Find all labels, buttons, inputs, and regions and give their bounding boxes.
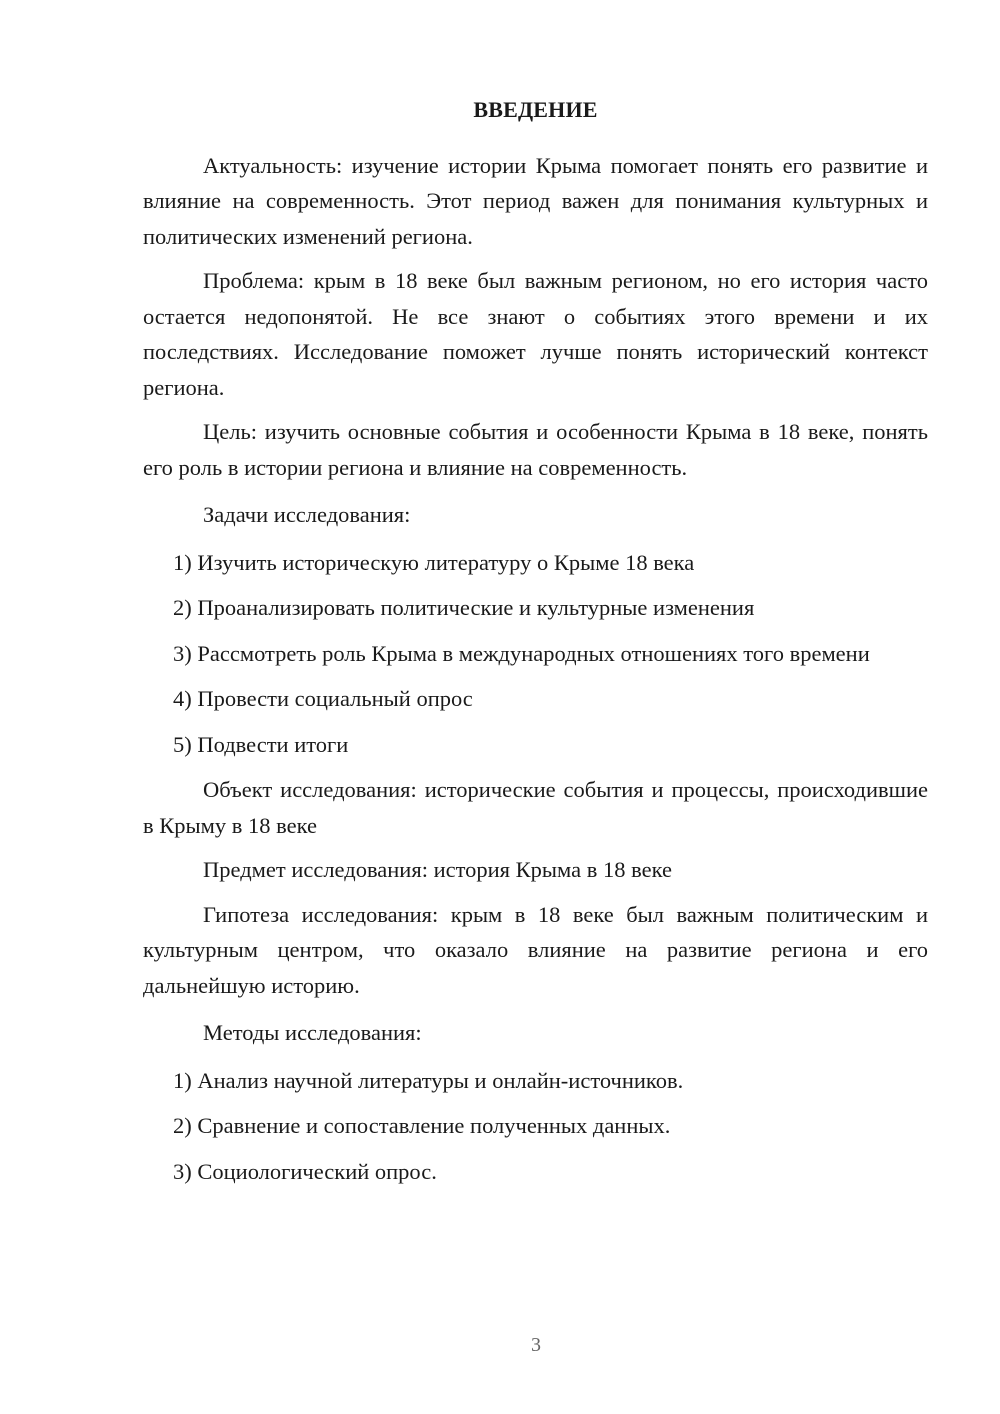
object-paragraph: Объект исследования: исторические события и процессы, происходившие в Крыму в 18 веке — [143, 777, 928, 838]
section-title: ВВЕДЕНИЕ — [473, 97, 598, 122]
document-page — [143, 92, 928, 1199]
page-number: 3 — [531, 1334, 541, 1356]
task-item: 2) Проанализировать политические и культурные изменения — [173, 595, 755, 620]
methods-heading: Методы исследования: — [203, 1020, 422, 1045]
hypothesis-paragraph: Гипотеза исследования: крым в 18 веке был важным политическим и культурным центром, что оказало влияние на развитие региона и его дальнейшую историю. — [143, 901, 928, 998]
task-item: 3) Рассмотреть роль Крыма в международных отношениях того времени — [173, 640, 870, 666]
problem-paragraph: Проблема: крым в 18 веке был важным регионом, но его история часто остается недопонятой. Не все знают о событиях этого времени и их последствиях. Исследование поможет лучше понять исторический контекст региона. — [143, 268, 928, 400]
method-item: 3) Социологический опрос. — [173, 1158, 437, 1184]
method-item: 1) Анализ научной литературы и онлайн-источников. — [173, 1067, 684, 1093]
subject-paragraph: Предмет исследования: история Крыма в 18 веке — [203, 857, 672, 882]
tasks-heading: Задачи исследования: — [203, 502, 411, 527]
task-item: 1) Изучить историческую литературу о Крыме 18 века — [173, 549, 695, 575]
task-item: 5) Подвести итоги — [173, 731, 349, 757]
task-item: 4) Провести социальный опрос — [173, 686, 473, 711]
method-item: 2) Сравнение и сопоставление полученных данных. — [173, 1113, 671, 1138]
goal-paragraph: Цель: изучить основные события и особенности Крыма в 18 веке, понять его роль в истории региона и влияние на современность. — [143, 419, 928, 480]
relevance-paragraph: Актуальность: изучение истории Крыма помогает понять его развитие и влияние на современность. Этот период важен для понимания культурных и политических изменений региона. — [143, 152, 928, 249]
